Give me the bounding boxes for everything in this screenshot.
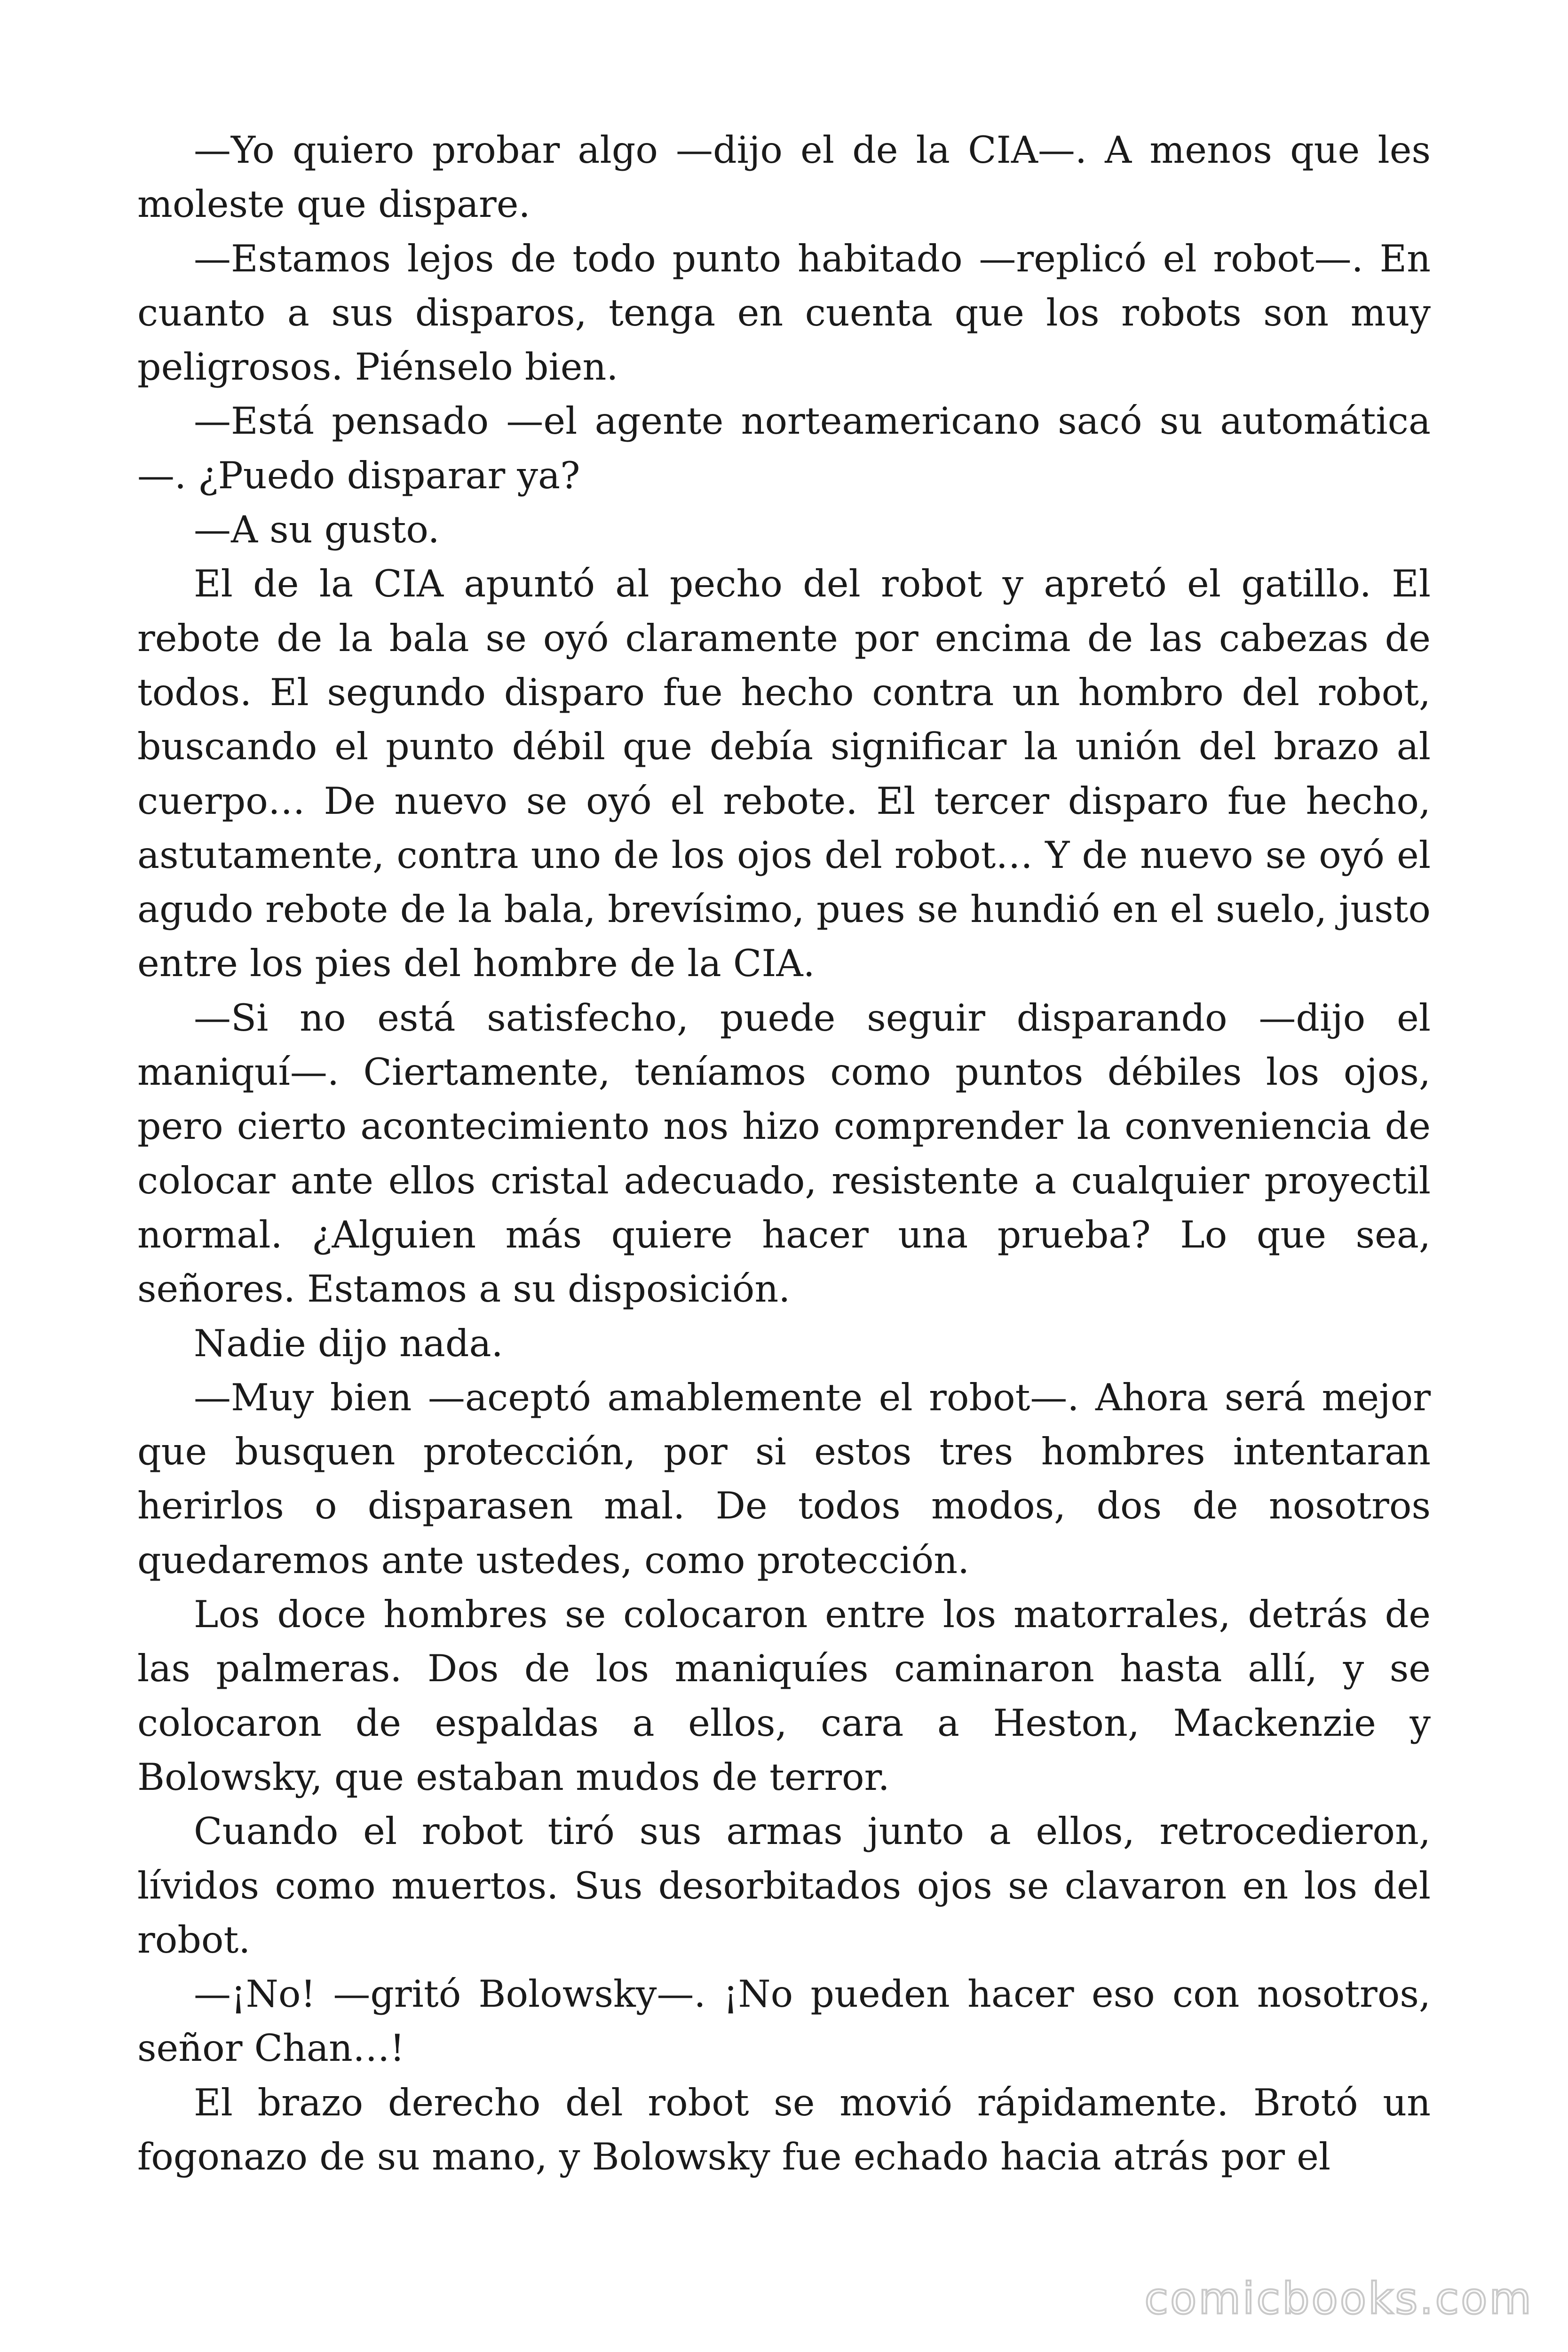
- paragraph: —Muy bien —aceptó amablemente el robot—. Ahora será mejor que busquen protección, por si estos tres hombres intentaran herirlos o disparasen mal. De todos modos, dos de nosotros quedaremos ante ustedes, como protección.: [137, 1375, 1431, 1582]
- paragraph: —Yo quiero probar algo —dijo el de la CIA—. A menos que les moleste que dispare.: [137, 128, 1431, 226]
- paragraph: Nadie dijo nada.: [194, 1321, 503, 1365]
- paragraph: Los doce hombres se colocaron entre los matorrales, detrás de las palmeras. Dos de los maniquíes caminaron hasta allí, y se colocaron de espaldas a ellos, cara a Heston, Mackenzie y Bolowsky, que estaban mudos de terror.: [137, 1593, 1431, 1799]
- paragraph: —Estamos lejos de todo punto habitado —replicó el robot—. En cuanto a sus disparos, tenga en cuenta que los robots son muy peligrosos. Piénselo bien.: [137, 237, 1431, 389]
- paragraph: —Está pensado —el agente norteamericano sacó su automática —. ¿Puedo disparar ya?: [137, 399, 1431, 497]
- paragraph: —Si no está satisfecho, puede seguir disparando —dijo el maniquí—. Ciertamente, teníamos como puntos débiles los ojos, pero cierto acontecimiento nos hizo comprender la conveniencia de colocar ante ellos cristal adecuado, resistente a cualquier proyectil normal. ¿Alguien más quiere hacer una prueba? Lo que sea, señores. Estamos a su disposición.: [137, 996, 1431, 1311]
- paragraph: —A su gusto.: [194, 508, 440, 552]
- paragraph: El brazo derecho del robot se movió rápidamente. Brotó un fogonazo de su mano, y Bolowsky fue echado hacia atrás por el: [137, 2081, 1431, 2178]
- paragraph: Cuando el robot tiró sus armas junto a ellos, retrocedieron, lívidos como muertos. Sus desorbitados ojos se clavaron en los del robot.: [137, 1810, 1431, 1962]
- paragraph: El de la CIA apuntó al pecho del robot y apretó el gatillo. El rebote de la bala se oyó claramente por encima de las cabezas de todos. El segundo disparo fue hecho contra un hombro del robot, buscando el punto débil que debía significar la unión del brazo al cuerpo… De nuevo se oyó el rebote. El tercer disparo fue hecho, astutamente, contra uno de los ojos del robot… Y de nuevo se oyó el agudo rebote de la bala, brevísimo, pues se hundió en el suelo, justo entre los pies del hombre de la CIA.: [137, 562, 1431, 985]
- paragraph: —¡No! —gritó Bolowsky—. ¡No pueden hacer eso con nosotros, señor Chan…!: [137, 1972, 1431, 2070]
- page-text: [137, 123, 1431, 2184]
- watermark: comicbooks.com: [1144, 2273, 1533, 2324]
